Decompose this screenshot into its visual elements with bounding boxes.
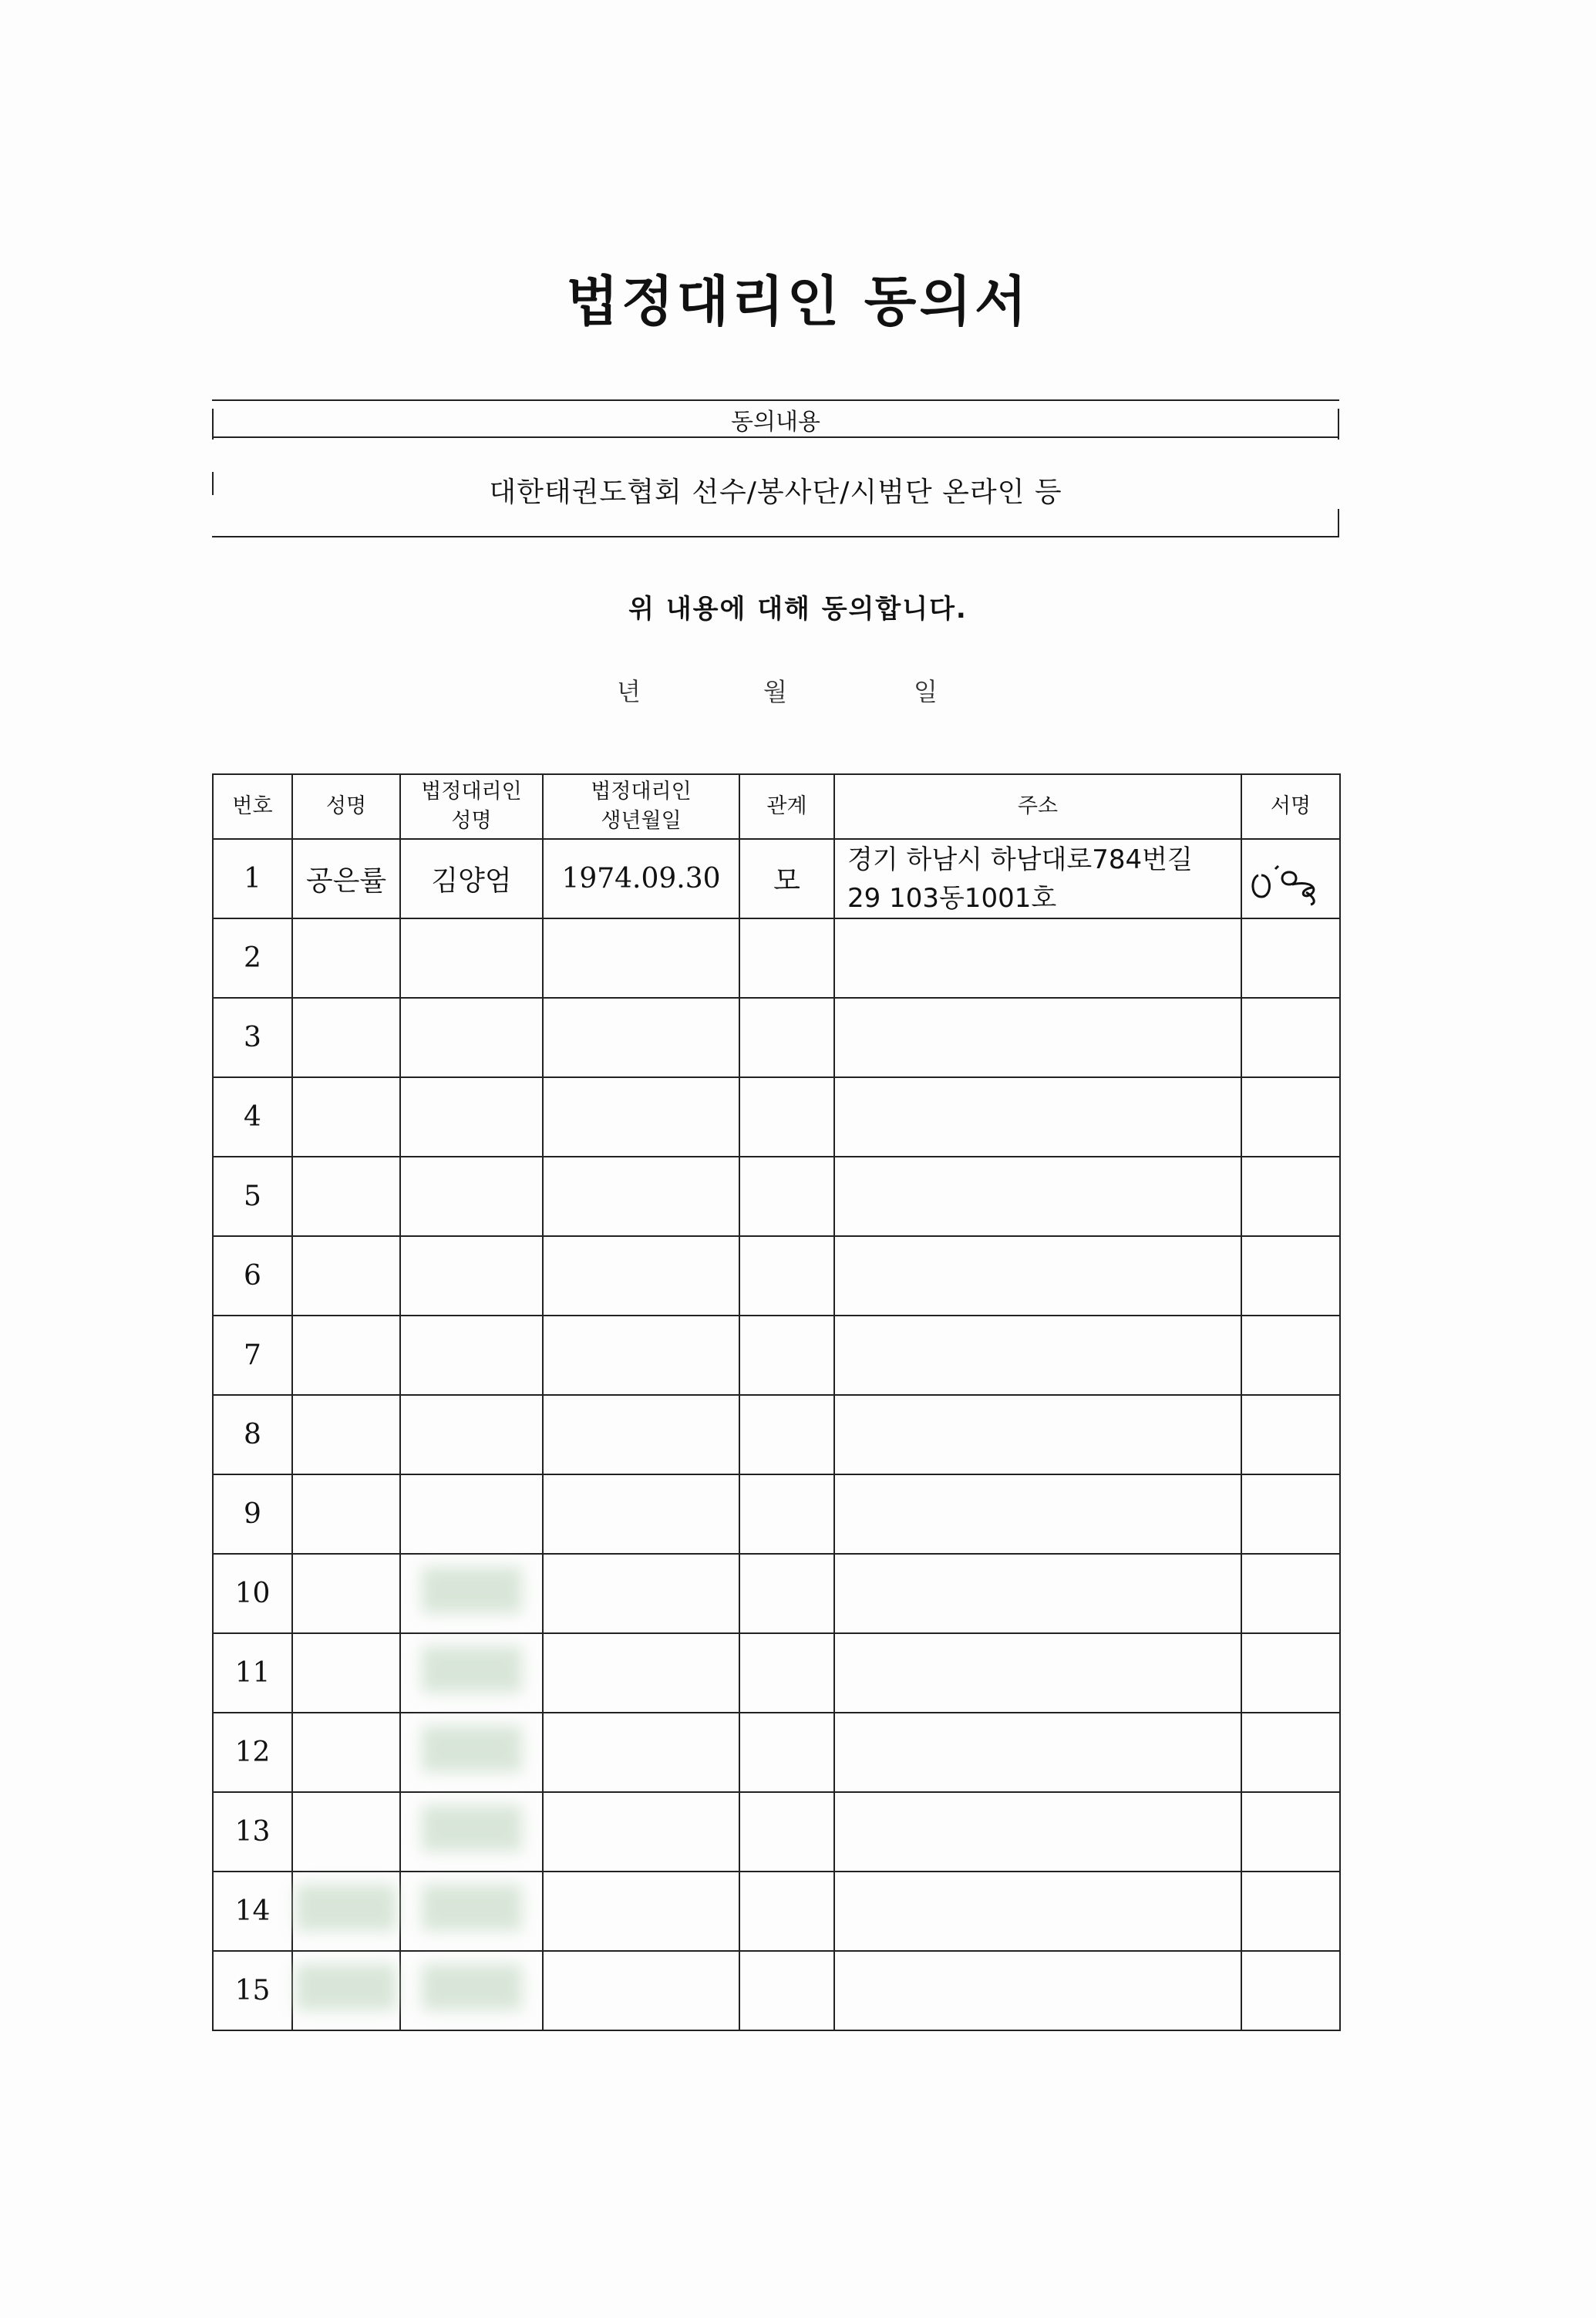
table-row — [213, 1077, 1340, 1157]
cell-guardian-name — [400, 1077, 543, 1157]
cell-no: 12 — [213, 1713, 292, 1792]
cell-no: 11 — [213, 1633, 292, 1713]
cell-address — [834, 1236, 1241, 1316]
table-row — [213, 1713, 1340, 1792]
cell-address — [834, 1554, 1241, 1633]
cell-relation — [739, 1077, 834, 1157]
cell-name — [292, 1236, 400, 1316]
cell-signature — [1241, 1157, 1340, 1236]
cell-name — [292, 1474, 400, 1554]
cell-no: 2 — [213, 918, 292, 998]
cell-guardian-birth — [543, 1951, 739, 2030]
cell-signature — [1241, 1077, 1340, 1157]
cell-signature — [1241, 1554, 1340, 1633]
cell-signature — [1241, 1474, 1340, 1554]
cell-no: 5 — [213, 1157, 292, 1236]
header-guardian-name: 법정대리인 성명 — [400, 774, 543, 839]
table-row — [213, 1157, 1340, 1236]
cell-name — [292, 1872, 400, 1951]
cell-guardian-name: 김양엄 — [400, 839, 543, 918]
cell-guardian-name — [400, 1792, 543, 1872]
header-no: 번호 — [213, 774, 292, 839]
cell-no: 3 — [213, 998, 292, 1077]
cell-relation — [739, 1872, 834, 1951]
cell-name — [292, 1792, 400, 1872]
cell-guardian-name — [400, 1395, 543, 1474]
cell-guardian-birth — [543, 1474, 739, 1554]
header-guardian-birth: 법정대리인 생년월일 — [543, 774, 739, 839]
cell-name — [292, 1554, 400, 1633]
cell-signature — [1241, 1316, 1340, 1395]
cell-guardian-birth — [543, 1077, 739, 1157]
cell-signature — [1241, 1395, 1340, 1474]
cell-guardian-name — [400, 1872, 543, 1951]
cell-relation — [739, 1316, 834, 1395]
cell-address — [834, 1395, 1241, 1474]
cell-signature — [1241, 839, 1340, 918]
cell-signature — [1241, 1713, 1340, 1792]
cell-no: 9 — [213, 1474, 292, 1554]
cell-no: 4 — [213, 1077, 292, 1157]
cell-no: 14 — [213, 1872, 292, 1951]
cell-signature — [1241, 1633, 1340, 1713]
cell-address — [834, 839, 1241, 918]
cell-guardian-name — [400, 1236, 543, 1316]
cell-name — [292, 1077, 400, 1157]
consent-header: 동의내용 — [212, 401, 1339, 438]
cell-guardian-birth — [543, 1157, 739, 1236]
cell-relation — [739, 1395, 834, 1474]
cell-address — [834, 918, 1241, 998]
cell-address — [834, 1474, 1241, 1554]
date-month-label: 월 — [763, 677, 787, 706]
handwritten-signature — [1244, 852, 1337, 906]
cell-name — [292, 1713, 400, 1792]
consent-box-right-tick-2 — [1338, 509, 1339, 536]
date-day-label: 일 — [914, 677, 938, 706]
cell-no: 15 — [213, 1951, 292, 2030]
header-relation: 관계 — [739, 774, 834, 839]
cell-name — [292, 1316, 400, 1395]
cell-signature — [1241, 918, 1340, 998]
cell-relation — [739, 1792, 834, 1872]
cell-signature — [1241, 1792, 1340, 1872]
cell-no: 1 — [213, 839, 292, 918]
cell-guardian-birth — [543, 1792, 739, 1872]
cell-no: 8 — [213, 1395, 292, 1474]
cell-guardian-name — [400, 1474, 543, 1554]
cell-relation — [739, 1236, 834, 1316]
cell-name — [292, 1395, 400, 1474]
table-row — [213, 1474, 1340, 1554]
cell-address — [834, 1951, 1241, 2030]
cell-address — [834, 1713, 1241, 1792]
cell-address — [834, 1792, 1241, 1872]
cell-address — [834, 1077, 1241, 1157]
address-line-2: 29 103동1001호 — [847, 882, 1057, 914]
table-row — [213, 1236, 1340, 1316]
cell-address — [834, 1633, 1241, 1713]
cell-signature — [1241, 1236, 1340, 1316]
redacted-area — [296, 1885, 396, 1931]
cell-relation — [739, 1633, 834, 1713]
cell-relation — [739, 918, 834, 998]
cell-no: 10 — [213, 1554, 292, 1633]
table-row — [213, 1633, 1340, 1713]
cell-no: 7 — [213, 1316, 292, 1395]
cell-guardian-birth — [543, 1316, 739, 1395]
table-row — [213, 1951, 1340, 2030]
consent-box — [212, 399, 1339, 537]
cell-guardian-birth — [543, 1633, 739, 1713]
table-row — [213, 839, 1340, 918]
cell-guardian-birth — [543, 918, 739, 998]
cell-guardian-name — [400, 1554, 543, 1633]
cell-guardian-birth — [543, 1872, 739, 1951]
cell-guardian-name — [400, 998, 543, 1077]
cell-relation: 모 — [739, 839, 834, 918]
cell-name — [292, 1633, 400, 1713]
cell-name: 공은률 — [292, 839, 400, 918]
cell-guardian-name — [400, 1633, 543, 1713]
table-row — [213, 1554, 1340, 1633]
page-title: 법정대리인 동의서 — [566, 270, 1030, 333]
cell-signature — [1241, 1872, 1340, 1951]
cell-signature — [1241, 1951, 1340, 2030]
cell-guardian-birth — [543, 998, 739, 1077]
cell-relation — [739, 1554, 834, 1633]
agree-statement: 위 내용에 대해 동의합니다. — [628, 594, 968, 625]
cell-guardian-name — [400, 1951, 543, 2030]
table-row — [213, 918, 1340, 998]
address-line-1: 경기 하남시 하남대로784번길 — [847, 844, 1193, 875]
cell-address — [834, 1157, 1241, 1236]
guardian-table — [212, 773, 1341, 2031]
cell-guardian-birth — [543, 1554, 739, 1633]
cell-guardian-birth — [543, 1713, 739, 1792]
table-row — [213, 1316, 1340, 1395]
cell-guardian-birth — [543, 1236, 739, 1316]
cell-relation — [739, 1713, 834, 1792]
cell-no: 13 — [213, 1792, 292, 1872]
cell-relation — [739, 1951, 834, 2030]
cell-guardian-name — [400, 1713, 543, 1792]
cell-name — [292, 918, 400, 998]
redacted-area — [422, 1964, 522, 2010]
redacted-area — [296, 1964, 396, 2010]
header-signature: 서명 — [1241, 774, 1340, 839]
cell-address — [834, 1316, 1241, 1395]
cell-name — [292, 1157, 400, 1236]
table-row — [213, 1872, 1340, 1951]
cell-relation — [739, 1474, 834, 1554]
cell-relation — [739, 1157, 834, 1236]
cell-name — [292, 1951, 400, 2030]
consent-content: 대한태권도협회 선수/봉사단/시범단 온라인 등 — [489, 477, 1062, 508]
cell-address — [834, 1872, 1241, 1951]
header-name: 성명 — [292, 774, 400, 839]
cell-guardian-name — [400, 1316, 543, 1395]
redacted-area — [422, 1726, 522, 1772]
cell-guardian-name — [400, 918, 543, 998]
redacted-area — [422, 1646, 522, 1693]
date-year-label: 년 — [617, 677, 641, 706]
cell-relation — [739, 998, 834, 1077]
table-row — [213, 1792, 1340, 1872]
table-row — [213, 1395, 1340, 1474]
cell-guardian-birth: 1974.09.30 — [543, 839, 739, 918]
redacted-area — [422, 1885, 522, 1931]
table-body — [213, 839, 1340, 2030]
header-address: 주소 — [834, 774, 1241, 839]
cell-guardian-birth — [543, 1395, 739, 1474]
cell-address — [834, 998, 1241, 1077]
table-row — [213, 998, 1340, 1077]
cell-signature — [1241, 998, 1340, 1077]
redacted-area — [422, 1805, 522, 1851]
cell-no: 6 — [213, 1236, 292, 1316]
cell-guardian-name — [400, 1157, 543, 1236]
redacted-area — [422, 1567, 522, 1613]
cell-name — [292, 998, 400, 1077]
table-header-row — [213, 774, 1340, 839]
